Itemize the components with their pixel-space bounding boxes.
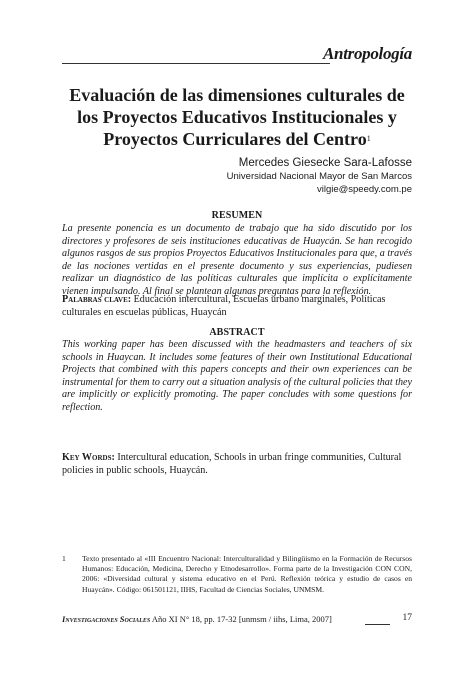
footer-citation-line <box>62 614 332 624</box>
abstract-heading: ABSTRACT <box>209 327 265 338</box>
key-words <box>62 452 412 477</box>
footnote-number: 1 <box>62 554 66 563</box>
palabras-clave-label: Palabras clave: <box>62 294 132 305</box>
section-header <box>62 44 412 66</box>
header-rule <box>62 63 330 64</box>
title-footnote-mark[interactable]: 1 <box>366 134 371 143</box>
author-affiliation: Universidad Nacional Mayor de San Marcos <box>226 171 412 182</box>
abstract-text: This working paper has been discussed with the headmasters and teachers of six schools in Huaycan. It includes some features of their own Institutional Educational Projects that combined with this papers concepts and their own experiences can be instrumental for them to carry out a situation analysis of the cultural policies that they are implicitly or explicitly promoting. The paper concludes with some questions for reflection. <box>62 339 412 413</box>
footer-citation: Año XI N° 18, pp. 17-32 [unmsm / iihs, Lima, 2007] <box>151 614 332 624</box>
title-text: Evaluación de las dimensiones culturales de los Proyectos Educativos Institucionales y Proyectos Curriculares del Centro <box>69 85 405 149</box>
section-label: Antropología <box>323 44 412 63</box>
key-words-label: Key Words: <box>62 452 115 463</box>
palabras-clave <box>62 294 412 319</box>
page-number: 17 <box>402 613 412 623</box>
footnote-text: Texto presentado al «III Encuentro Nacional: Interculturalidad y Bilingüismo en la Formación de Recursos Humanos: Educación, Medicina, Derecho y Etnodesarrollo». Forma parte de la Investigación CON CON, 2006: «Diversidad cultural y sistema educativo en el Perú. Reflexión teórica y estudio de casos en Huaycán». Código: 061501121, IIHS, Facultad de Ciencias Sociales, UNMSM. <box>82 554 412 594</box>
page-footer <box>62 614 412 628</box>
paper-title <box>62 84 412 150</box>
resumen-text: La presente ponencia es un documento de trabajo que ha sido discutido por los directores y profesores de seis instituciones educativas de Huaycán. Se han recogido algunos rasgos de sus propios Proyectos Educativos Institucionales para que, a través de las nociones vertidas en el presente documento y sus experiencias, pudiesen realizar un diagnóstico de las políticas culturales que implícita o explícitamente vienen impulsando. Al final se plantean algunas preguntas para la reflexión. <box>62 223 412 297</box>
palabras-clave-text: Educación intercultural, Escuelas urbano marginales, Políticas culturales en escuelas públicas, Huaycán <box>62 294 386 318</box>
footer-rule <box>365 624 390 625</box>
author-name: Mercedes Giesecke Sara-Lafosse <box>238 157 412 169</box>
author-block <box>227 156 412 196</box>
footer-journal: Investigaciones Sociales <box>62 614 151 624</box>
key-words-text: Intercultural education, Schools in urban fringe communities, Cultural policies in public schools, Huaycán. <box>62 452 402 476</box>
resumen-heading: RESUMEN <box>211 210 263 221</box>
footnote <box>62 554 412 595</box>
author-email[interactable]: vilgie@speedy.com.pe <box>316 184 412 195</box>
